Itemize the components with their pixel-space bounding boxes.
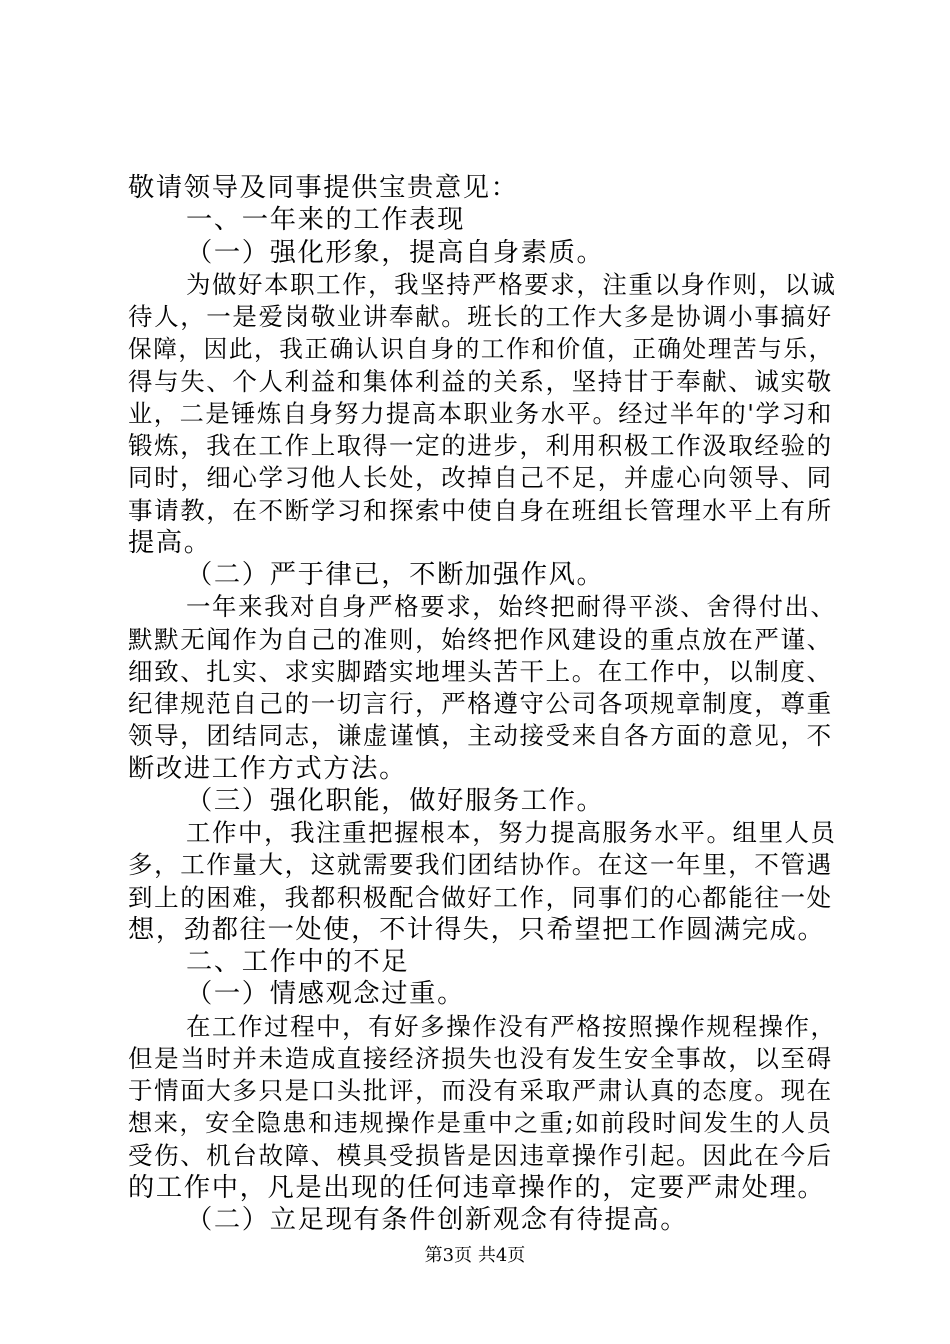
text-line: 敬请领导及同事提供宝贵意见：: [128, 173, 519, 203]
text-line: 的工作中，凡是出现的任何违章操作的，定要严肃处理。: [128, 1172, 826, 1203]
text-line: 得与失、个人利益和集体利益的关系，坚持甘于奉献、诚实敬: [128, 366, 833, 396]
text-line: 为做好本职工作，我坚持严格要求，注重以身作则，以诚: [186, 269, 837, 299]
text-line: （一）情感观念过重。: [186, 979, 465, 1010]
text-line: 细致、扎实、求实脚踏实地埋头苦干上。在工作中，以制度、: [128, 656, 833, 686]
text-line: （二）立足现有条件创新观念有待提高。: [186, 1205, 689, 1235]
text-line: 一年来我对自身严格要求，始终把耐得平淡、舍得付出、: [186, 592, 837, 622]
text-line: 想，劲都往一处使，不计得失，只希望把工作圆满完成。: [128, 914, 826, 945]
page-number-label: 第3页 共4页: [424, 1245, 526, 1266]
text-line: 于情面大多只是口头批评，而没有采取严肃认真的态度。现在: [128, 1076, 833, 1105]
text-line: 在工作过程中，有好多操作没有严格按照操作规程操作，: [186, 1011, 837, 1041]
text-line: 断改进工作方式方法。: [128, 753, 407, 784]
text-line: 待人，一是爱岗敬业讲奉献。班长的工作大多是协调小事搞好: [128, 302, 833, 331]
text-line: 一、一年来的工作表现: [186, 205, 465, 236]
text-line: 受伤、机台故障、模具受损皆是因违章操作引起。因此在今后: [128, 1140, 833, 1170]
text-line: 想来，安全隐患和违规操作是重中之重;如前段时间发生的人员: [128, 1109, 833, 1138]
text-line: 到上的困难，我都积极配合做好工作，同事们的心都能往一处: [128, 882, 833, 912]
text-line: 同时，细心学习他人长处，改掉自己不足，并虚心向领导、同: [128, 463, 833, 493]
text-line: （三）强化职能，做好服务工作。: [186, 785, 605, 816]
text-line: 二、工作中的不足: [186, 947, 410, 977]
text-line: （二）严于律已，不断加强作风。: [186, 560, 605, 590]
text-line: 业，二是锤炼自身努力提高本职业务水平。经过半年的'学习和: [128, 399, 833, 428]
text-line: 提高。: [128, 527, 212, 558]
text-line: 默默无闻作为自己的准则，始终把作风建设的重点放在严谨、: [128, 624, 833, 654]
text-line: （一）强化形象，提高自身素质。: [186, 237, 605, 268]
page-footer: [0, 1245, 950, 1267]
text-line: 保障，因此，我正确认识自身的工作和价值，正确处理苦与乐，: [128, 335, 834, 364]
text-line: 工作中，我注重把握根本，努力提高服务水平。组里人员: [186, 818, 837, 847]
text-line: 领导，团结同志，谦虚谨慎，主动接受来自各方面的意见，不: [128, 721, 833, 751]
text-line: 多，工作量大，这就需要我们团结协作。在这一年里，不管遇: [128, 850, 833, 880]
text-line: 锻炼，我在工作上取得一定的进步，利用积极工作汲取经验的: [128, 431, 833, 460]
document-body: [128, 172, 837, 1236]
text-line: 事请教，在不断学习和探索中使自身在班组长管理水平上有所: [128, 495, 833, 525]
text-line: 但是当时并未造成直接经济损失也没有发生安全事故，以至碍: [128, 1043, 833, 1073]
text-line: 纪律规范自己的一切言行，严格遵守公司各项规章制度，尊重: [128, 689, 833, 718]
